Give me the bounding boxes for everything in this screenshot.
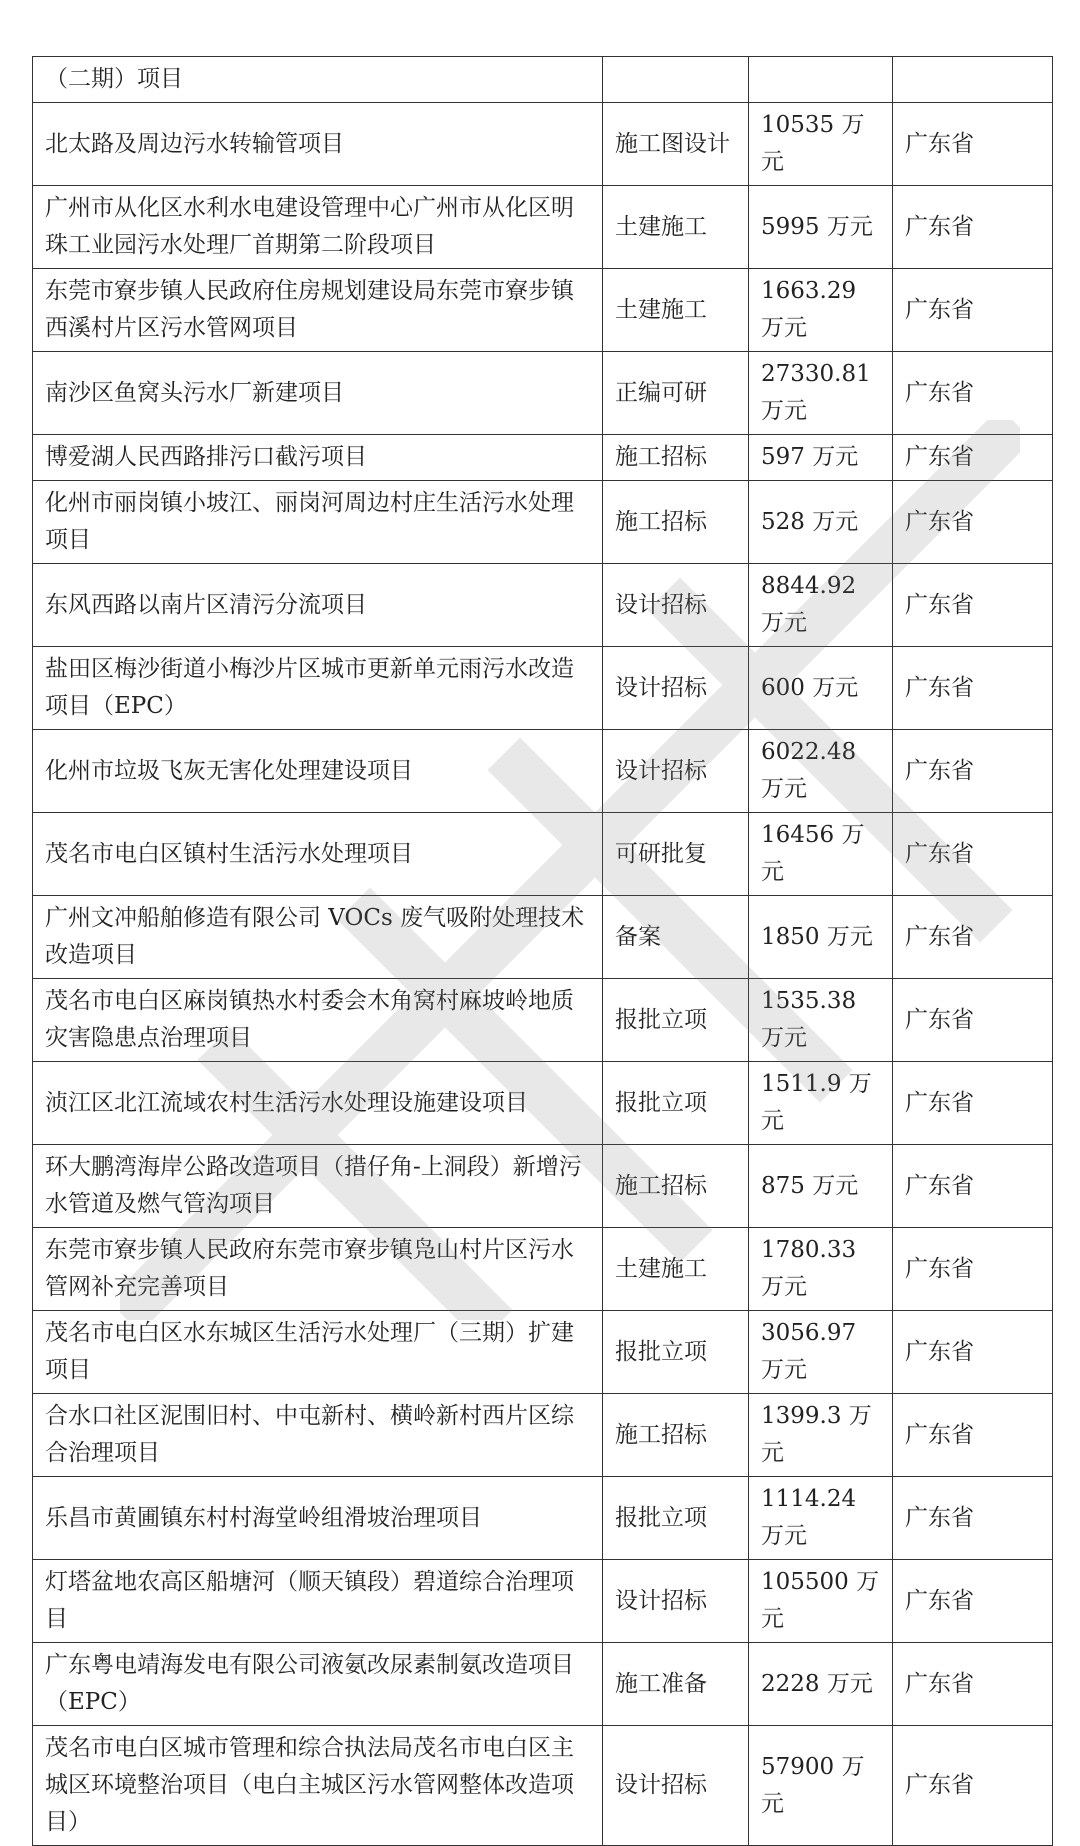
project-table <box>32 56 1053 1846</box>
cell-stage <box>603 1643 749 1726</box>
cell-stage-text: 设计招标 <box>615 591 707 618</box>
cell-region-text: 广东省 <box>905 508 974 535</box>
cell-stage-text: 施工准备 <box>615 1670 707 1697</box>
cell-stage-text: 施工图设计 <box>615 130 730 157</box>
cell-region <box>893 1394 1053 1477</box>
cell-project-name-text: 北太路及周边污水转输管项目 <box>45 130 344 157</box>
cell-amount <box>749 813 893 896</box>
cell-project-name <box>33 186 603 269</box>
cell-stage <box>603 1228 749 1311</box>
cell-region <box>893 1643 1053 1726</box>
cell-amount-text: 1663.29 万元 <box>761 278 857 341</box>
cell-stage-text: 报批立项 <box>615 1504 707 1531</box>
cell-project-name <box>33 481 603 564</box>
cell-project-name-text: 化州市丽岗镇小坡江、丽岗河周边村庄生活污水处理项目 <box>45 490 574 553</box>
table-row <box>33 435 1053 481</box>
cell-amount <box>749 1311 893 1394</box>
cell-amount <box>749 57 893 103</box>
cell-region <box>893 1228 1053 1311</box>
table-row <box>33 352 1053 435</box>
cell-stage-text: 设计招标 <box>615 674 707 701</box>
cell-amount <box>749 186 893 269</box>
cell-region-text: 广东省 <box>905 840 974 867</box>
cell-region-text: 广东省 <box>905 757 974 784</box>
cell-stage-text: 土建施工 <box>615 296 707 323</box>
table-row <box>33 103 1053 186</box>
cell-region-text: 广东省 <box>905 1089 974 1116</box>
cell-stage <box>603 103 749 186</box>
cell-amount <box>749 1062 893 1145</box>
cell-amount <box>749 1726 893 1846</box>
table-row <box>33 564 1053 647</box>
cell-stage <box>603 1560 749 1643</box>
cell-amount <box>749 730 893 813</box>
cell-stage <box>603 481 749 564</box>
cell-stage-text: 设计招标 <box>615 1587 707 1614</box>
cell-amount <box>749 1477 893 1560</box>
cell-stage-text: 报批立项 <box>615 1338 707 1365</box>
cell-region <box>893 1062 1053 1145</box>
cell-project-name <box>33 1311 603 1394</box>
cell-stage <box>603 57 749 103</box>
cell-project-name <box>33 269 603 352</box>
cell-amount-text: 5995 万元 <box>761 213 873 240</box>
cell-region-text: 广东省 <box>905 379 974 406</box>
cell-amount <box>749 979 893 1062</box>
cell-project-name-text: 灯塔盆地农高区船塘河（顺天镇段）碧道综合治理项目 <box>45 1569 574 1632</box>
cell-amount <box>749 564 893 647</box>
cell-project-name <box>33 813 603 896</box>
cell-project-name <box>33 896 603 979</box>
cell-region-text: 广东省 <box>905 1504 974 1531</box>
cell-stage <box>603 647 749 730</box>
cell-region-text: 广东省 <box>905 1421 974 1448</box>
cell-project-name <box>33 979 603 1062</box>
cell-project-name-text: 广东粤电靖海发电有限公司液氨改尿素制氨改造项目（EPC） <box>45 1652 574 1715</box>
cell-project-name <box>33 1560 603 1643</box>
cell-region <box>893 1311 1053 1394</box>
cell-project-name-text: 茂名市电白区麻岗镇热水村委会木角窝村麻坡岭地质灾害隐患点治理项目 <box>45 988 574 1051</box>
cell-region <box>893 1145 1053 1228</box>
cell-amount-text: 600 万元 <box>761 674 859 701</box>
cell-amount-text: 2228 万元 <box>761 1670 873 1697</box>
cell-region-text: 广东省 <box>905 213 974 240</box>
cell-amount-text: 6022.48 万元 <box>761 739 857 802</box>
cell-stage-text: 报批立项 <box>615 1006 707 1033</box>
cell-stage <box>603 1394 749 1477</box>
cell-region <box>893 1560 1053 1643</box>
cell-stage <box>603 979 749 1062</box>
cell-project-name <box>33 647 603 730</box>
table-row <box>33 1394 1053 1477</box>
cell-amount-text: 1114.24 万元 <box>761 1486 857 1549</box>
cell-project-name-text: 东莞市寮步镇人民政府住房规划建设局东莞市寮步镇西溪村片区污水管网项目 <box>45 278 574 341</box>
cell-region <box>893 1726 1053 1846</box>
cell-project-name-text: 东莞市寮步镇人民政府东莞市寮步镇凫山村片区污水管网补充完善项目 <box>45 1237 574 1300</box>
table-row <box>33 1643 1053 1726</box>
cell-region <box>893 813 1053 896</box>
cell-project-name <box>33 1145 603 1228</box>
cell-project-name <box>33 435 603 481</box>
cell-amount-text: 10535 万元 <box>761 112 865 175</box>
cell-stage <box>603 1062 749 1145</box>
cell-amount-text: 8844.92 万元 <box>761 573 857 636</box>
cell-region-text: 广东省 <box>905 1172 974 1199</box>
table-row <box>33 57 1053 103</box>
table-row <box>33 730 1053 813</box>
cell-amount <box>749 481 893 564</box>
cell-stage <box>603 435 749 481</box>
cell-project-name-text: 广州市从化区水利水电建设管理中心广州市从化区明珠工业园污水处理厂首期第二阶段项目 <box>45 195 574 258</box>
cell-amount-text: 1511.9 万元 <box>761 1071 872 1134</box>
cell-amount-text: 875 万元 <box>761 1172 859 1199</box>
cell-project-name <box>33 1062 603 1145</box>
cell-project-name-text: 南沙区鱼窝头污水厂新建项目 <box>45 379 344 406</box>
cell-stage-text: 施工招标 <box>615 1421 707 1448</box>
cell-amount-text: 27330.81 万元 <box>761 361 871 424</box>
cell-region <box>893 481 1053 564</box>
cell-stage-text: 备案 <box>615 923 661 950</box>
cell-amount <box>749 352 893 435</box>
cell-region-text: 广东省 <box>905 1255 974 1282</box>
cell-amount <box>749 1560 893 1643</box>
cell-region <box>893 896 1053 979</box>
cell-stage-text: 正编可研 <box>615 379 707 406</box>
cell-amount-text: 1399.3 万元 <box>761 1403 872 1466</box>
table-row <box>33 1062 1053 1145</box>
cell-project-name-text: 广州文冲船舶修造有限公司 VOCs 废气吸附处理技术改造项目 <box>45 905 585 968</box>
cell-project-name <box>33 103 603 186</box>
cell-project-name-text: 茂名市电白区城市管理和综合执法局茂名市电白区主城区环境整治项目（电白主城区污水管网整体改造项目） <box>45 1735 574 1835</box>
cell-amount <box>749 647 893 730</box>
cell-stage-text: 施工招标 <box>615 444 707 470</box>
cell-amount-text: 16456 万元 <box>761 822 865 885</box>
cell-region-text: 广东省 <box>905 1587 974 1614</box>
cell-region <box>893 186 1053 269</box>
cell-project-name-text: 博爱湖人民西路排污口截污项目 <box>45 444 367 470</box>
document-page <box>32 56 1052 1846</box>
cell-stage <box>603 813 749 896</box>
cell-project-name-text: 化州市垃圾飞灰无害化处理建设项目 <box>45 757 413 784</box>
cell-region <box>893 103 1053 186</box>
table-row <box>33 1477 1053 1560</box>
cell-amount-text: 597 万元 <box>761 444 859 470</box>
cell-region <box>893 730 1053 813</box>
cell-project-name <box>33 352 603 435</box>
cell-project-name-text: 茂名市电白区水东城区生活污水处理厂（三期）扩建项目 <box>45 1320 574 1383</box>
cell-amount <box>749 1394 893 1477</box>
cell-stage-text: 土建施工 <box>615 1255 707 1282</box>
table-row <box>33 1726 1053 1846</box>
cell-amount-text: 105500 万元 <box>761 1569 880 1632</box>
table-row <box>33 481 1053 564</box>
cell-stage-text: 土建施工 <box>615 213 707 240</box>
cell-amount <box>749 1228 893 1311</box>
cell-stage <box>603 730 749 813</box>
cell-project-name-text: 乐昌市黄圃镇东村村海堂岭组滑坡治理项目 <box>45 1504 482 1531</box>
cell-stage-text: 可研批复 <box>615 840 707 867</box>
cell-stage <box>603 1726 749 1846</box>
table-row <box>33 979 1053 1062</box>
table-row <box>33 813 1053 896</box>
cell-amount-text: 57900 万元 <box>761 1753 865 1817</box>
cell-project-name-text: 东风西路以南片区清污分流项目 <box>45 591 367 618</box>
cell-project-name <box>33 1228 603 1311</box>
cell-stage <box>603 186 749 269</box>
cell-amount-text: 3056.97 万元 <box>761 1320 857 1383</box>
cell-region-text: 广东省 <box>905 296 974 323</box>
cell-region <box>893 435 1053 481</box>
cell-stage <box>603 1145 749 1228</box>
cell-project-name <box>33 57 603 103</box>
cell-project-name-text: 合水口社区泥围旧村、中屯新村、横岭新村西片区综合治理项目 <box>45 1403 574 1466</box>
table-row <box>33 1228 1053 1311</box>
cell-region <box>893 647 1053 730</box>
cell-region <box>893 352 1053 435</box>
table-row <box>33 896 1053 979</box>
cell-region-text: 广东省 <box>905 1670 974 1697</box>
cell-amount <box>749 1643 893 1726</box>
table-row <box>33 269 1053 352</box>
cell-region-text: 广东省 <box>905 674 974 701</box>
cell-stage <box>603 1477 749 1560</box>
cell-project-name-text: 环大鹏湾海岸公路改造项目（措仔角-上洞段）新增污水管道及燃气管沟项目 <box>45 1154 582 1217</box>
cell-stage-text: 施工招标 <box>615 508 707 535</box>
table-row <box>33 1311 1053 1394</box>
cell-region-text: 广东省 <box>905 1772 974 1798</box>
cell-stage <box>603 269 749 352</box>
cell-amount-text: 1780.33 万元 <box>761 1237 857 1300</box>
cell-amount <box>749 435 893 481</box>
cell-amount <box>749 103 893 186</box>
cell-region-text: 广东省 <box>905 1338 974 1365</box>
cell-stage <box>603 352 749 435</box>
cell-region-text: 广东省 <box>905 1006 974 1033</box>
cell-region <box>893 1477 1053 1560</box>
table-row <box>33 186 1053 269</box>
cell-amount <box>749 896 893 979</box>
cell-region <box>893 57 1053 103</box>
cell-project-name <box>33 1394 603 1477</box>
cell-project-name-text: 茂名市电白区镇村生活污水处理项目 <box>45 840 413 867</box>
table-body <box>33 57 1053 1846</box>
table-row <box>33 647 1053 730</box>
cell-stage-text: 设计招标 <box>615 1772 707 1798</box>
cell-project-name <box>33 1726 603 1846</box>
cell-stage-text: 报批立项 <box>615 1089 707 1116</box>
cell-project-name <box>33 730 603 813</box>
cell-project-name <box>33 564 603 647</box>
cell-stage <box>603 1311 749 1394</box>
cell-project-name-text: （二期）项目 <box>45 66 183 92</box>
cell-project-name-text: 盐田区梅沙街道小梅沙片区城市更新单元雨污水改造项目（EPC） <box>45 656 574 719</box>
cell-region <box>893 979 1053 1062</box>
cell-stage <box>603 564 749 647</box>
cell-project-name <box>33 1643 603 1726</box>
cell-region <box>893 564 1053 647</box>
cell-amount-text: 1850 万元 <box>761 923 873 950</box>
cell-project-name-text: 浈江区北江流域农村生活污水处理设施建设项目 <box>45 1089 528 1116</box>
cell-project-name <box>33 1477 603 1560</box>
cell-region-text: 广东省 <box>905 591 974 618</box>
cell-region-text: 广东省 <box>905 923 974 950</box>
cell-stage-text: 设计招标 <box>615 757 707 784</box>
cell-stage-text: 施工招标 <box>615 1172 707 1199</box>
cell-amount-text: 1535.38 万元 <box>761 988 857 1051</box>
cell-region-text: 广东省 <box>905 130 974 157</box>
table-row <box>33 1145 1053 1228</box>
cell-amount <box>749 1145 893 1228</box>
cell-amount <box>749 269 893 352</box>
cell-stage <box>603 896 749 979</box>
table-row <box>33 1560 1053 1643</box>
cell-amount-text: 528 万元 <box>761 508 859 535</box>
cell-region-text: 广东省 <box>905 444 974 470</box>
cell-region <box>893 269 1053 352</box>
